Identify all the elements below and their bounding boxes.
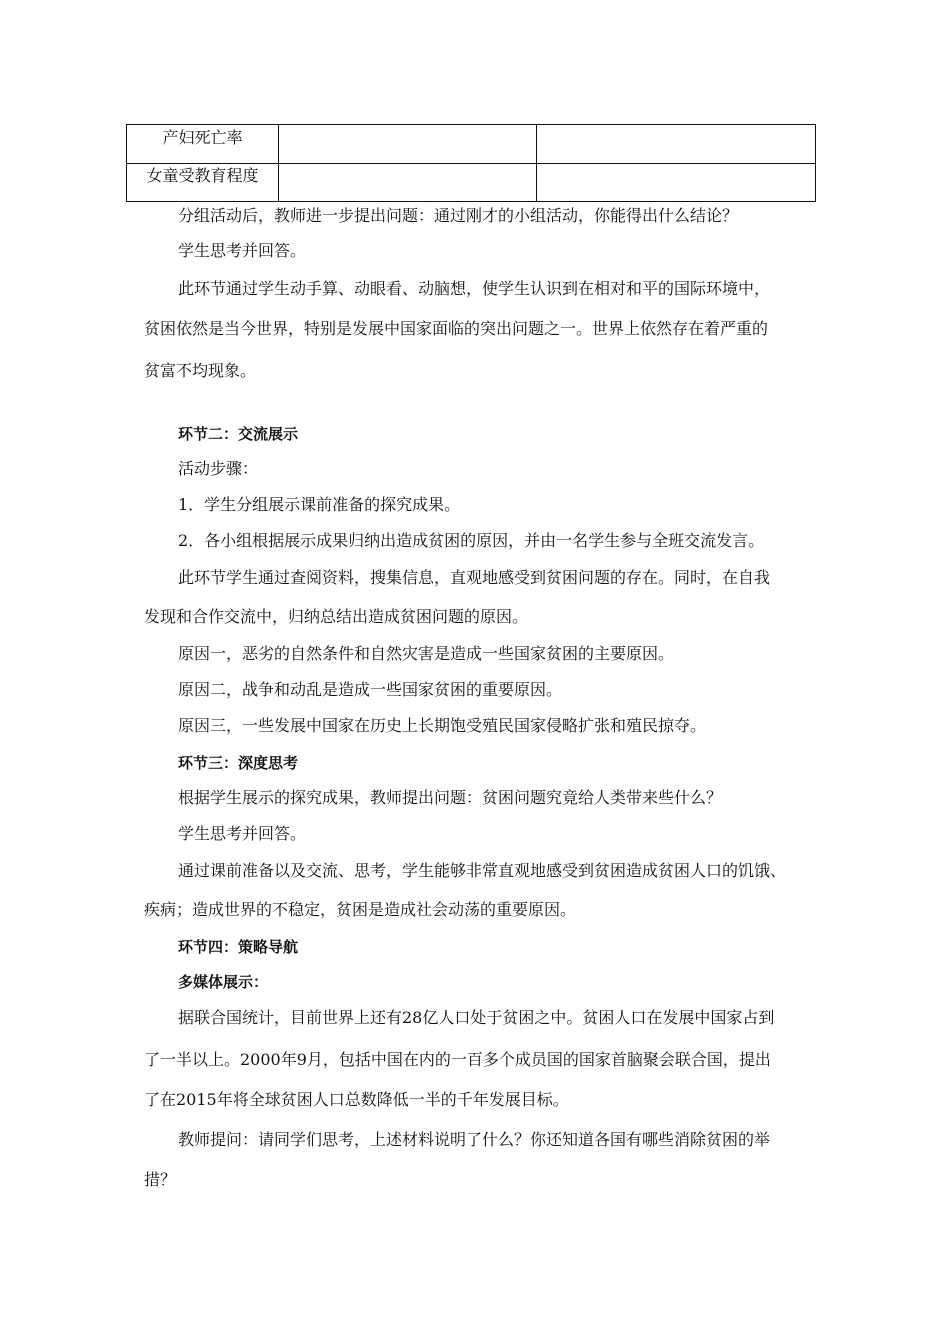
- table-row: [127, 125, 815, 164]
- paragraph: 此环节通过学生动手算、动眼看、动脑想，使学生认识到在相对和平的国际环境中，: [178, 279, 771, 298]
- paragraph: 贫富不均现象。: [144, 361, 257, 380]
- paragraph: 学生思考并回答。: [178, 241, 307, 260]
- section-heading: 环节三：深度思考: [178, 754, 299, 772]
- table-cell: [279, 163, 537, 201]
- paragraph: 贫困依然是当今世界，特别是发展中国家面临的突出问题之一。世界上依然存在着严重的: [144, 319, 769, 338]
- list-item: 2．各小组根据展示成果归纳出造成贫困的原因，并由一名学生参与全班交流发言。: [178, 531, 765, 550]
- paragraph: 分组活动后，教师进一步提出问题：通过刚才的小组活动，你能得出什么结论？: [178, 206, 739, 225]
- paragraph: 根据学生展示的探究成果，教师提出问题：贫困问题究竟给人类带来些什么？: [178, 788, 723, 807]
- table-cell-label: 产妇死亡率: [127, 125, 279, 163]
- table-row: [127, 163, 815, 201]
- paragraph: 教师提问：请同学们思考，上述材料说明了什么？你还知道各国有哪些消除贫困的举: [178, 1130, 771, 1149]
- table-cell: [537, 125, 815, 163]
- paragraph: 原因三，一些发展中国家在历史上长期饱受殖民国家侵略扩张和殖民掠夺。: [178, 716, 707, 735]
- list-item: 1．学生分组展示课前准备的探究成果。: [178, 495, 461, 514]
- paragraph: 了一半以上。2000年9月，包括中国在内的一百多个成员国的国家首脑聚会联合国，提出: [144, 1050, 771, 1069]
- paragraph: 原因一，恶劣的自然条件和自然灾害是造成一些国家贫困的主要原因。: [178, 644, 675, 663]
- paragraph: 发现和合作交流中，归纳总结出造成贫困问题的原因。: [144, 607, 529, 626]
- section-heading: 环节四：策略导航: [178, 938, 299, 956]
- paragraph: 原因二，战争和动乱是造成一些国家贫困的重要原因。: [178, 680, 563, 699]
- paragraph: 活动步骤：: [178, 459, 259, 478]
- paragraph: 了在2015年将全球贫困人口总数降低一半的千年发展目标。: [144, 1090, 569, 1109]
- paragraph: 通过课前准备以及交流、思考，学生能够非常直观地感受到贫困造成贫困人口的饥饿、: [178, 861, 787, 880]
- table-cell-label: 女童受教育程度: [127, 163, 279, 201]
- paragraph: 疾病；造成世界的不稳定，贫困是造成社会动荡的重要原因。: [144, 900, 577, 919]
- paragraph: 据联合国统计，目前世界上还有28亿人口处于贫困之中。贫困人口在发展中国家占到: [178, 1008, 775, 1027]
- table-cell: [279, 125, 537, 163]
- paragraph: 此环节学生通过查阅资料，搜集信息，直观地感受到贫困问题的存在。同时，在自我: [178, 568, 771, 587]
- table-cell: [537, 163, 815, 201]
- paragraph: 学生思考并回答。: [178, 824, 307, 843]
- paragraph: 措？: [144, 1170, 177, 1189]
- subheading: 多媒体展示：: [178, 973, 269, 991]
- data-table: [126, 124, 816, 202]
- section-heading: 环节二：交流展示: [178, 425, 299, 443]
